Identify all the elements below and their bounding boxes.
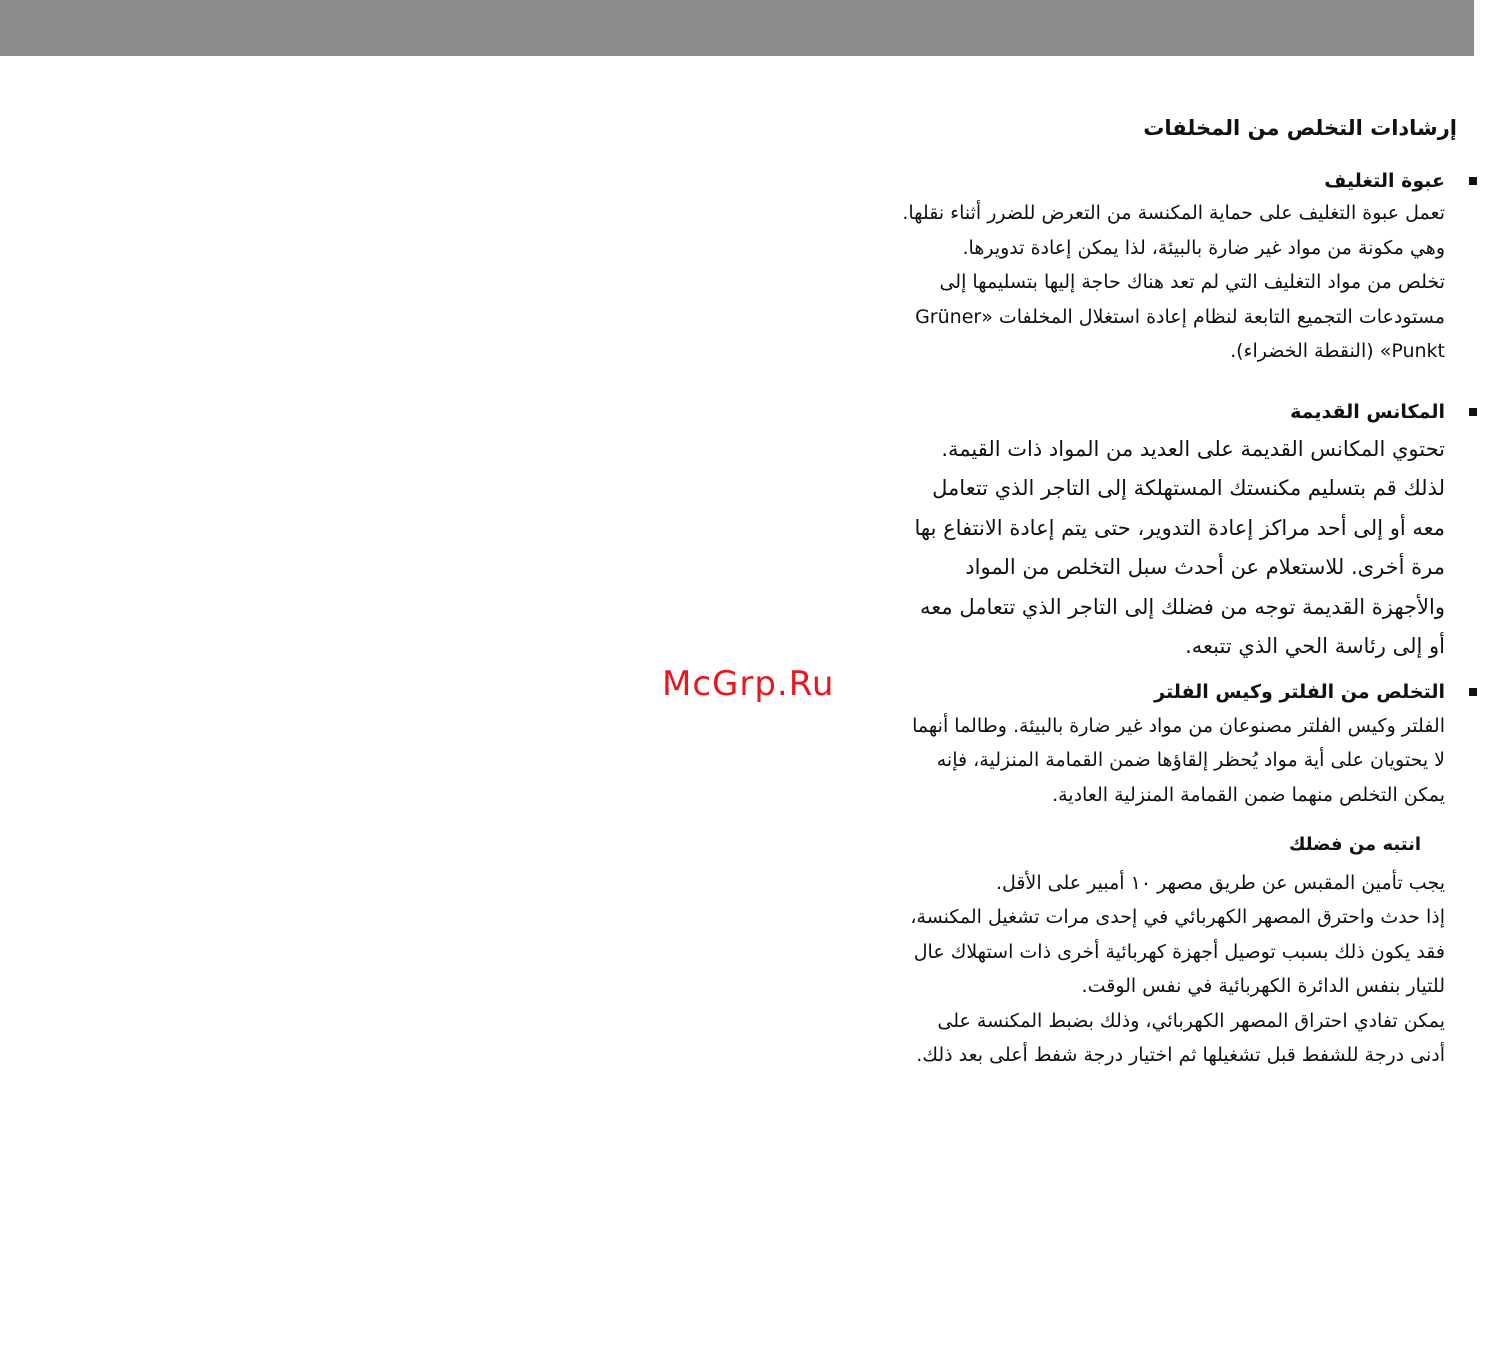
section-paragraph: الفلتر وكيس الفلتر مصنوعان من مواد غير ضارة بالبيئة. وطالما أنهما لا يحتويان على أية مواد يُحظر إلقاؤها ضمن القمامة المنزلية، فإنه يمكن التخلص منهما ضمن القمامة المنزلية العادية.: [912, 714, 1445, 806]
section-old-vacuums: [900, 397, 1445, 667]
section-title-text: عبوة التغليف: [1324, 170, 1445, 192]
notice-paragraph: يجب تأمين المقبس عن طريق مصهر ١٠ أمبير على الأقل.: [996, 872, 1445, 894]
section-paragraph: تحتوي المكانس القديمة على العديد من المواد ذات القيمة. لذلك قم بتسليم مكنستك المستهلكة إلى التاجر الذي تتعامل معه أو إلى أحد مراكز إعادة التدوير، حتى يتم إعادة الانتفاع بها مرة أخرى. للاستعلام عن أحدث سبل التخلص من المواد والأجهزة القديمة توجه من فضلك إلى التاجر الذي تتعامل معه أو إلى رئاسة الحي الذي تتبعه.: [914, 436, 1445, 658]
notice-box: [900, 830, 1445, 1072]
section-filter-disposal: [900, 677, 1445, 813]
bullet-square-icon: [1469, 177, 1477, 185]
header-bar: [0, 0, 1474, 56]
section-packaging: [900, 166, 1445, 369]
section-title-text: التخلص من الفلتر وكيس الفلتر: [1154, 680, 1445, 703]
section-title: [900, 677, 1445, 707]
notice-paragraph: يمكن تفادي احتراق المصهر الكهربائي، وذلك بضبط المكنسة على أدنى درجة للشفط قبل تشغيلها ثم اختيار درجة شفط أعلى بعد ذلك.: [916, 1009, 1445, 1067]
watermark: McGrp.Ru: [662, 664, 835, 704]
section-title: [900, 397, 1445, 427]
bullet-square-icon: [1469, 688, 1477, 696]
notice-title: انتبه من فضلك: [1288, 834, 1421, 855]
section-paragraph: تعمل عبوة التغليف على حماية المكنسة من التعرض للضرر أثناء نقلها. وهي مكونة من مواد غير ضارة بالبيئة، لذا يمكن إعادة تدويرها.: [902, 202, 1445, 259]
bullet-square-icon: [1469, 408, 1477, 416]
page-title: إرشادات التخلص من المخلفات: [1143, 116, 1457, 140]
disposal-instructions: [900, 110, 1457, 1072]
section-paragraph: تخلص من مواد التغليف التي لم تعد هناك حاجة إليها بتسليمها إلى مستودعات التجميع التابعة لنظام إعادة استغلال المخلفات «Grüner Punkt» (النقطة الخضراء).: [915, 271, 1445, 362]
notice-paragraph: إذا حدث واحترق المصهر الكهربائي في إحدى مرات تشغيل المكنسة، فقد يكون ذلك بسبب توصيل أجهزة كهربائية أخرى ذات استهلاك عال للتيار بنفس الدائرة الكهربائية في نفس الوقت.: [910, 906, 1445, 998]
section-title: [900, 166, 1445, 196]
section-title-text: المكانس القديمة: [1290, 400, 1445, 423]
